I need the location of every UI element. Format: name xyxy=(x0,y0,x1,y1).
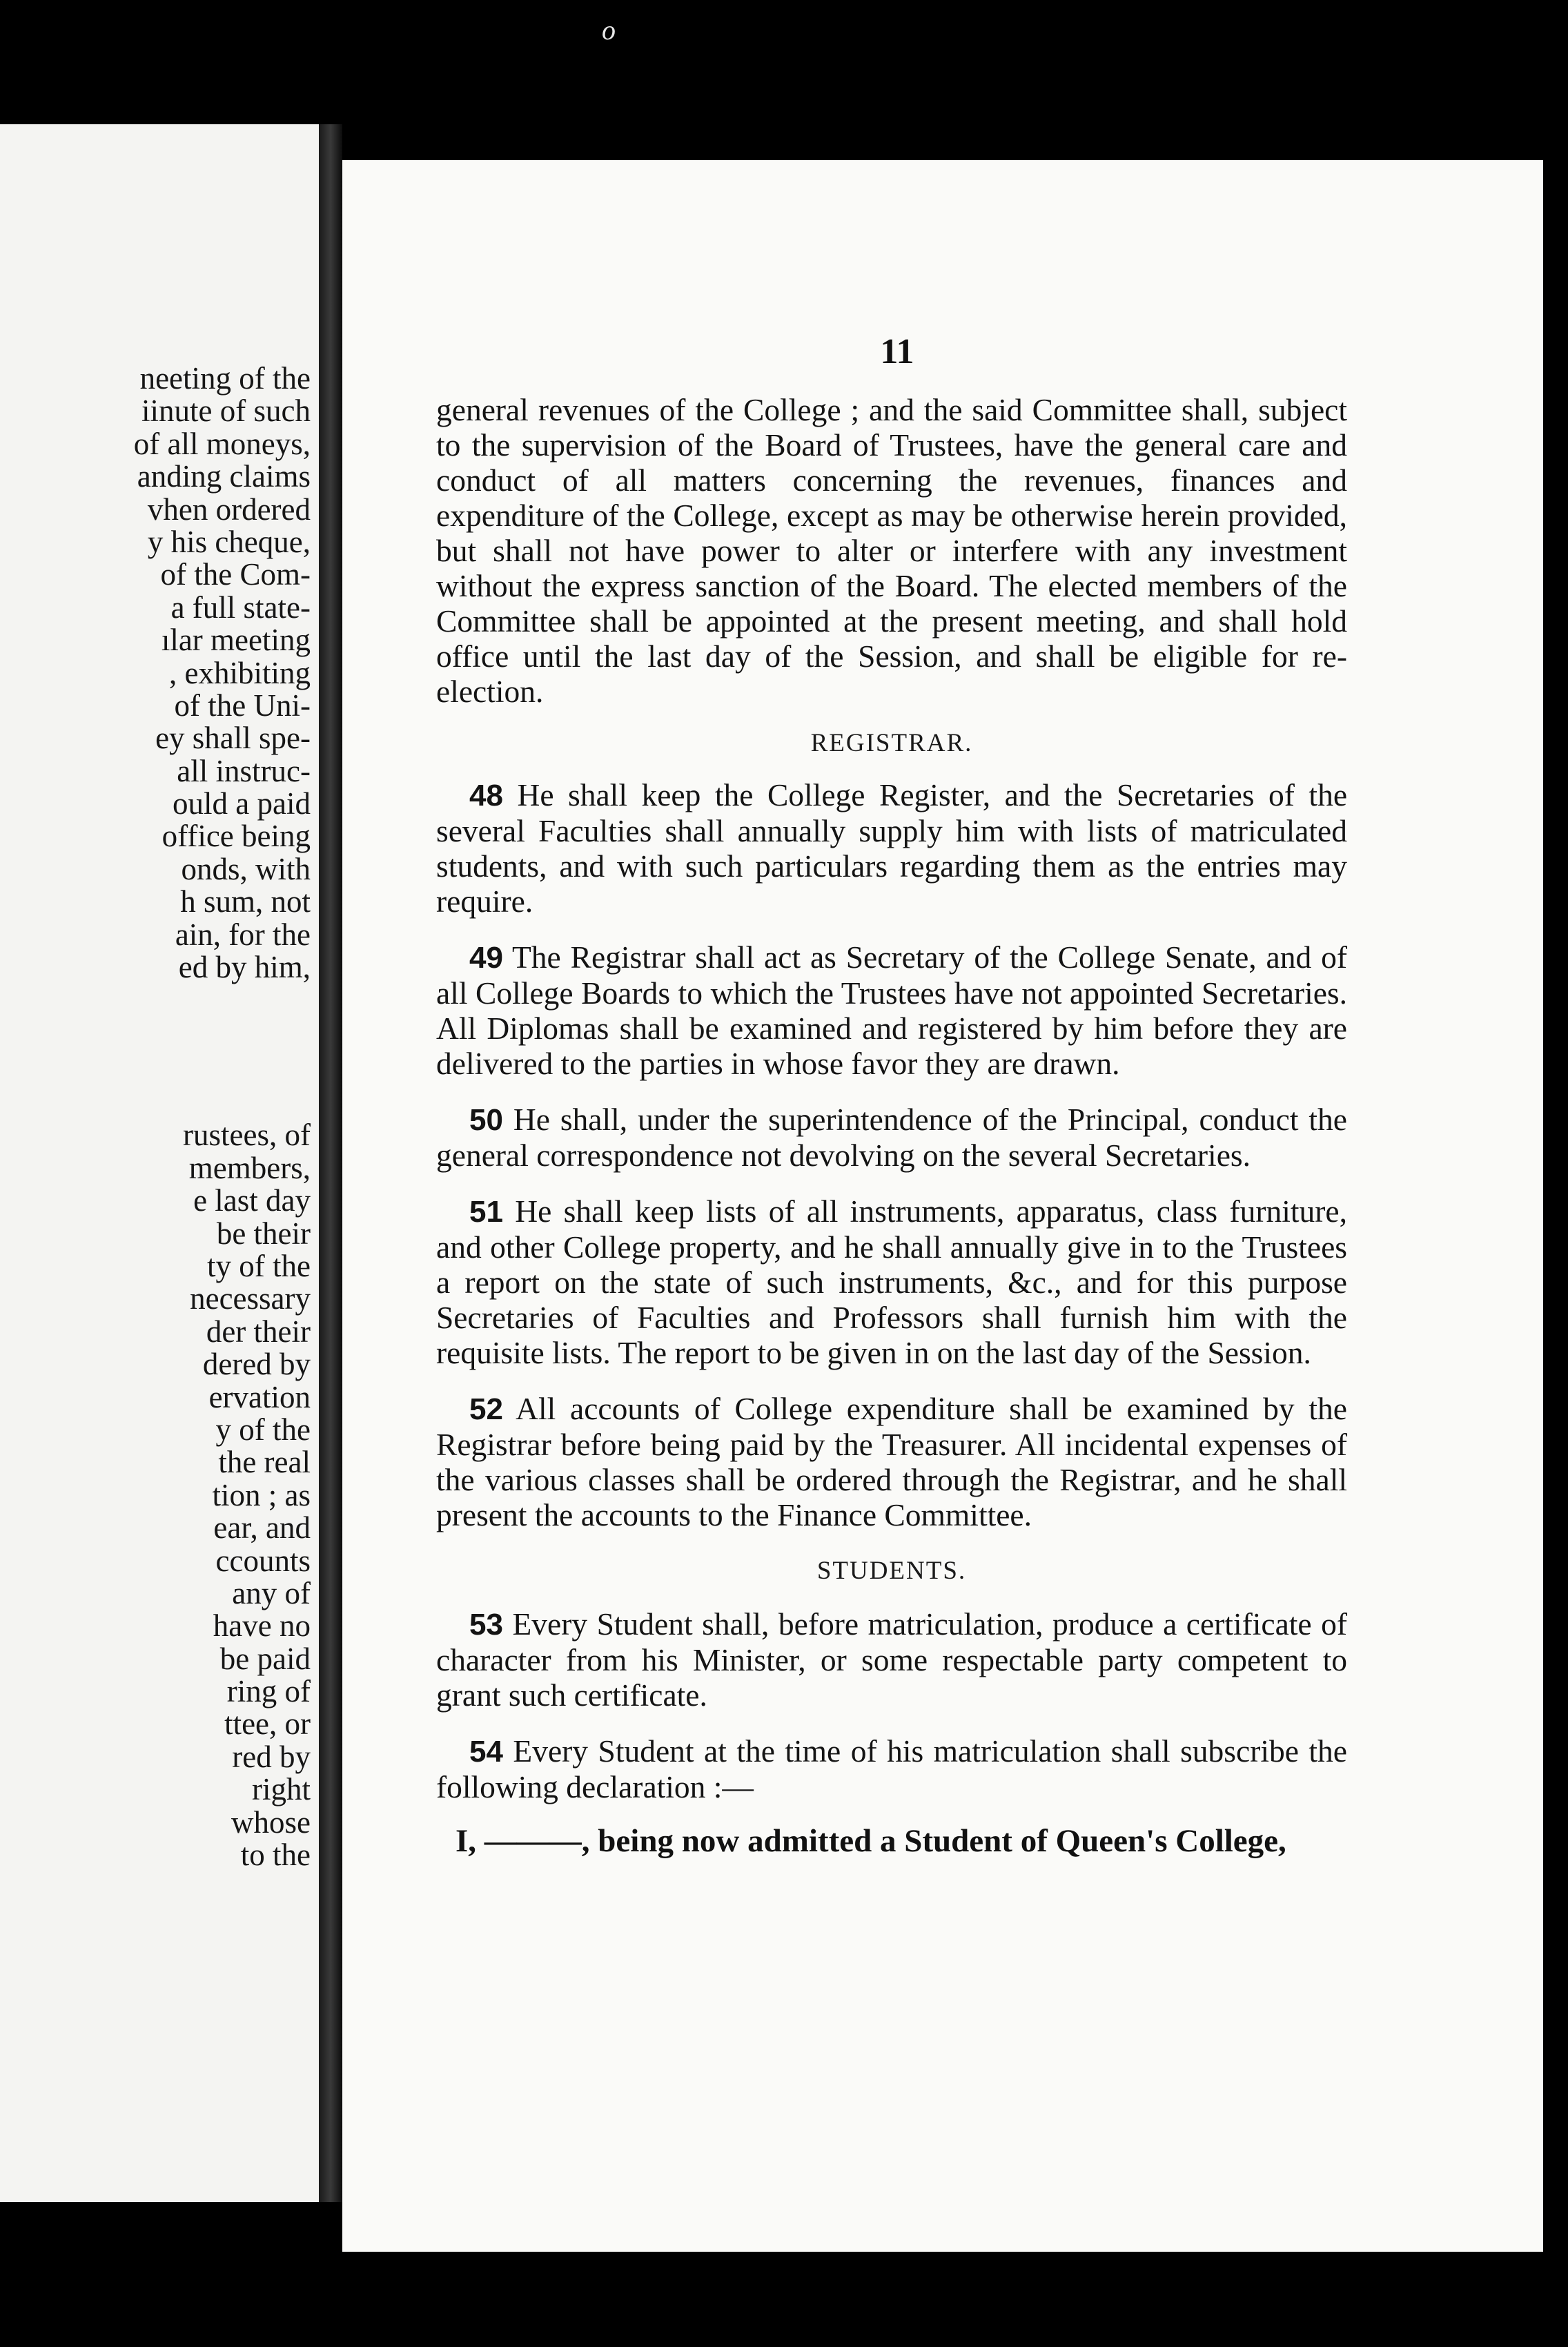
section-48 xyxy=(436,777,1347,919)
facing-line: onds, with xyxy=(181,851,311,886)
facing-line: e last day xyxy=(193,1183,311,1218)
section-number: 49 xyxy=(469,941,503,975)
section-53 xyxy=(436,1606,1347,1713)
facing-gap xyxy=(5,1051,319,1119)
section-number: 51 xyxy=(469,1195,503,1229)
section-text: He shall keep the College Register, and the Secretaries of the several Faculties shall annually supply him with lists of matriculated students, and with such particulars regarding them as the entries may require. xyxy=(436,777,1348,919)
section-54 xyxy=(436,1733,1347,1804)
facing-line: anding claims xyxy=(137,459,311,494)
facing-line: members, xyxy=(188,1150,311,1185)
section-49 xyxy=(436,939,1347,1081)
facing-line: ty of the xyxy=(207,1248,311,1283)
top-margin-mark: o xyxy=(602,14,616,46)
intro-paragraph: general revenues of the College ; and the said Committee shall, subject to the supervision of the Board of Trustees, have the general care and conduct of all matters concerning the revenues, finances and expenditure of the College, except as may be otherwise herein provided, but shall not have power to alter or interfere with any investment without the express sanction of the Board. The elected members of the Committee shall be appointed at the present meeting, and shall hold office until the last day of the Session, and shall be eligible for re-election. xyxy=(436,392,1347,709)
facing-line: ılar meeting xyxy=(161,623,311,658)
section-number: 48 xyxy=(469,779,503,812)
facing-line: the real xyxy=(218,1445,311,1480)
facing-line: ed by him, xyxy=(178,950,311,985)
facing-page-text xyxy=(5,362,319,1871)
facing-line: ain, for the xyxy=(175,917,311,952)
section-text: The Registrar shall act as Secretary of the College Senate, and of all College Boards to which the Trustees have not appointed Secretaries. All Diplomas shall be examined and registered by him before they are delivered to the parties in whose favor they are drawn. xyxy=(436,939,1347,1081)
section-number: 52 xyxy=(469,1392,503,1426)
facing-line: all instruc- xyxy=(177,753,311,788)
facing-line: be their xyxy=(216,1216,311,1251)
declaration-line: I, ———, being now admitted a Student of Queen's College, xyxy=(455,1823,1286,1859)
facing-line: y his cheque, xyxy=(147,524,311,559)
facing-page-fragment xyxy=(0,124,319,2202)
facing-line: be paid xyxy=(219,1641,311,1676)
facing-line: dered by xyxy=(202,1347,311,1382)
section-text: Every Student shall, before matriculation, produce a certificate of character from his Minister, or some respectable party competent to grant such certificate. xyxy=(436,1606,1348,1713)
section-heading-registrar: REGISTRAR. xyxy=(810,729,973,757)
facing-gap xyxy=(5,984,319,1051)
facing-line: red by xyxy=(232,1739,311,1774)
facing-line: any of xyxy=(232,1575,311,1610)
facing-line: office being xyxy=(161,819,311,854)
facing-line: of the Com- xyxy=(160,557,311,592)
facing-line: ervation xyxy=(208,1379,311,1414)
section-number: 50 xyxy=(469,1103,503,1137)
facing-line: ttee, or xyxy=(224,1706,311,1742)
facing-line: whose xyxy=(231,1804,311,1840)
facing-line: y of the xyxy=(215,1412,311,1447)
section-52 xyxy=(436,1391,1347,1532)
facing-line: , exhibiting xyxy=(169,655,311,690)
facing-line: der their xyxy=(206,1314,311,1349)
facing-line: a full state- xyxy=(170,590,311,625)
facing-line: ey shall spe- xyxy=(155,721,311,756)
facing-line: ould a paid xyxy=(173,786,311,821)
section-number: 53 xyxy=(469,1608,503,1642)
facing-line: iinute of such xyxy=(141,393,311,429)
facing-line: rustees, of xyxy=(183,1118,311,1153)
facing-line: of the Uni- xyxy=(174,688,311,723)
section-number: 54 xyxy=(469,1735,503,1769)
facing-line: right xyxy=(252,1772,311,1807)
facing-line: ring of xyxy=(226,1674,311,1709)
section-text: He shall keep lists of all instruments, apparatus, class furniture, and other College property, and he shall annually give in to the Trustees a report on the state of such instruments, &c., and for this purpose Secretaries of Faculties and Professors shall furnish him with the requisite lists. The report to be given in on the last day of the Session. xyxy=(436,1194,1348,1370)
facing-line: of all moneys, xyxy=(133,426,311,461)
section-text: Every Student at the time of his matriculation shall subscribe the following declaration :— xyxy=(436,1733,1347,1804)
section-50 xyxy=(436,1102,1347,1173)
facing-line: vhen ordered xyxy=(147,491,311,527)
section-text: He shall, under the superintendence of the Principal, conduct the general correspondence not devolving on the several Secretaries. xyxy=(436,1102,1348,1173)
facing-line: tion ; as xyxy=(212,1477,311,1512)
facing-line: to the xyxy=(240,1838,311,1873)
page-number: 11 xyxy=(880,332,914,371)
facing-line: necessary xyxy=(190,1281,311,1316)
facing-line: h sum, not xyxy=(180,884,311,919)
facing-line: ear, and xyxy=(213,1510,311,1546)
facing-line: neeting of the xyxy=(139,361,311,396)
facing-line: have no xyxy=(213,1608,311,1644)
section-51 xyxy=(436,1194,1347,1370)
book-gutter xyxy=(319,124,342,2202)
section-text: All accounts of College expenditure shall be examined by the Registrar before being paid by the Treasurer. All incidental expenses of the various classes shall be ordered through the Registrar, and he shall present the accounts to the Finance Committee. xyxy=(436,1391,1347,1532)
section-heading-students: STUDENTS. xyxy=(816,1557,967,1585)
page-text-column xyxy=(436,392,1347,1859)
facing-line: ccounts xyxy=(215,1543,311,1578)
